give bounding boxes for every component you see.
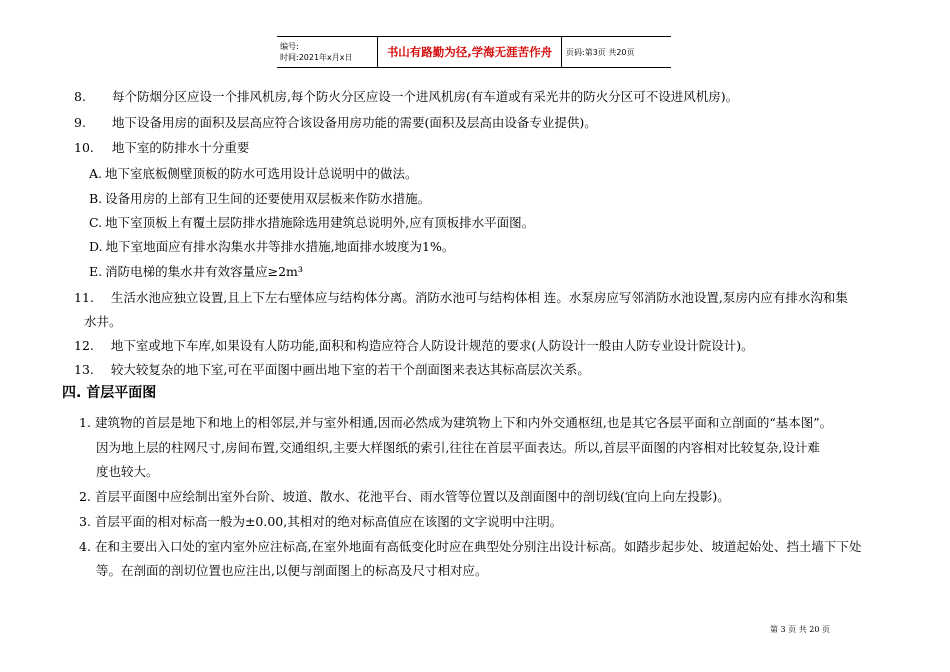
list-item: 1. 建筑物的首层是地下和地上的相邻层,并与室外相通,因而必然成为建筑物上下和内外交通枢纽,也是其它各层平面和立剖面的“基本图”。 bbox=[79, 415, 833, 430]
list-item: 9. 地下设备用房的面积及层高应符合该设备用房功能的需要(面积及层高由设备专业提供)。 bbox=[74, 115, 597, 130]
list-item: 11. 生活水池应独立设置,且上下左右壁体应与结构体分离。消防水池可与结构体相 连。水泵房应写邻消防水池设置,泵房内应有排水沟和集 bbox=[74, 290, 848, 305]
list-item-continuation: 度也较大。 bbox=[96, 464, 159, 479]
list-item: C. 地下室顶板上有覆土层防排水措施除选用建筑总说明外,应有顶板排水平面图。 bbox=[89, 215, 535, 230]
code-label: 编号: bbox=[280, 42, 299, 51]
time-label: 时间:2021年x月x日 bbox=[280, 53, 353, 62]
page-header bbox=[277, 36, 671, 68]
list-item: A. 地下室底板侧壁顶板的防水可选用设计总说明中的做法。 bbox=[89, 166, 418, 181]
list-item: 13. 较大较复杂的地下室,可在平面图中画出地下室的若干个剖面图来表达其标高层次关系。 bbox=[74, 362, 590, 377]
header-meta bbox=[277, 37, 378, 68]
list-item: 12. 地下室或地下车库,如果设有人防功能,面积和构造应符合人防设计规范的要求(人防设计一般由人防专业设计院设计)。 bbox=[74, 338, 754, 353]
list-item: 10. 地下室的防排水十分重要 bbox=[74, 140, 250, 155]
list-item-continuation: 因为地上层的柱网尺寸,房间布置,交通组织,主要大样图纸的索引,往往在首层平面表达。所以,首层平面图的内容相对比较复杂,设计难 bbox=[96, 440, 820, 455]
page-footer: 第 3 页 共 20 页 bbox=[770, 625, 830, 634]
list-item: B. 设备用房的上部有卫生间的还要使用双层板来作防水措施。 bbox=[89, 191, 431, 206]
list-item-continuation: 水井。 bbox=[84, 314, 122, 329]
list-item: 8. 每个防烟分区应设一个排风机房,每个防火分区应设一个进风机房(有车道或有采光井的防火分区可不设进风机房)。 bbox=[74, 89, 739, 104]
list-item: 3. 首层平面的相对标高一般为±0.00,其相对的绝对标高值应在该图的文字说明中注明。 bbox=[79, 514, 563, 529]
list-item: D. 地下室地面应有排水沟集水井等排水措施,地面排水坡度为1%。 bbox=[89, 239, 455, 254]
header-page-info: 页码:第3页 共20页 bbox=[562, 37, 672, 68]
list-item: 2. 首层平面图中应绘制出室外台阶、坡道、散水、花池平台、雨水管等位置以及剖面图中的剖切线(宜向上向左投影)。 bbox=[79, 489, 730, 504]
section-heading: 四. 首层平面图 bbox=[62, 385, 157, 401]
list-item-continuation: 等。在剖面的剖切位置也应注出,以便与剖面图上的标高及尺寸相对应。 bbox=[96, 563, 488, 578]
header-motto: 书山有路勤为径,学海无涯苦作舟 bbox=[378, 37, 562, 68]
list-item: E. 消防电梯的集水井有效容量应≥2m³ bbox=[89, 264, 303, 279]
list-item: 4. 在和主要出入口处的室内室外应注标高,在室外地面有高低变化时应在典型处分别注出设计标高。如踏步起步处、坡道起始处、挡土墙下下处 bbox=[79, 539, 862, 554]
